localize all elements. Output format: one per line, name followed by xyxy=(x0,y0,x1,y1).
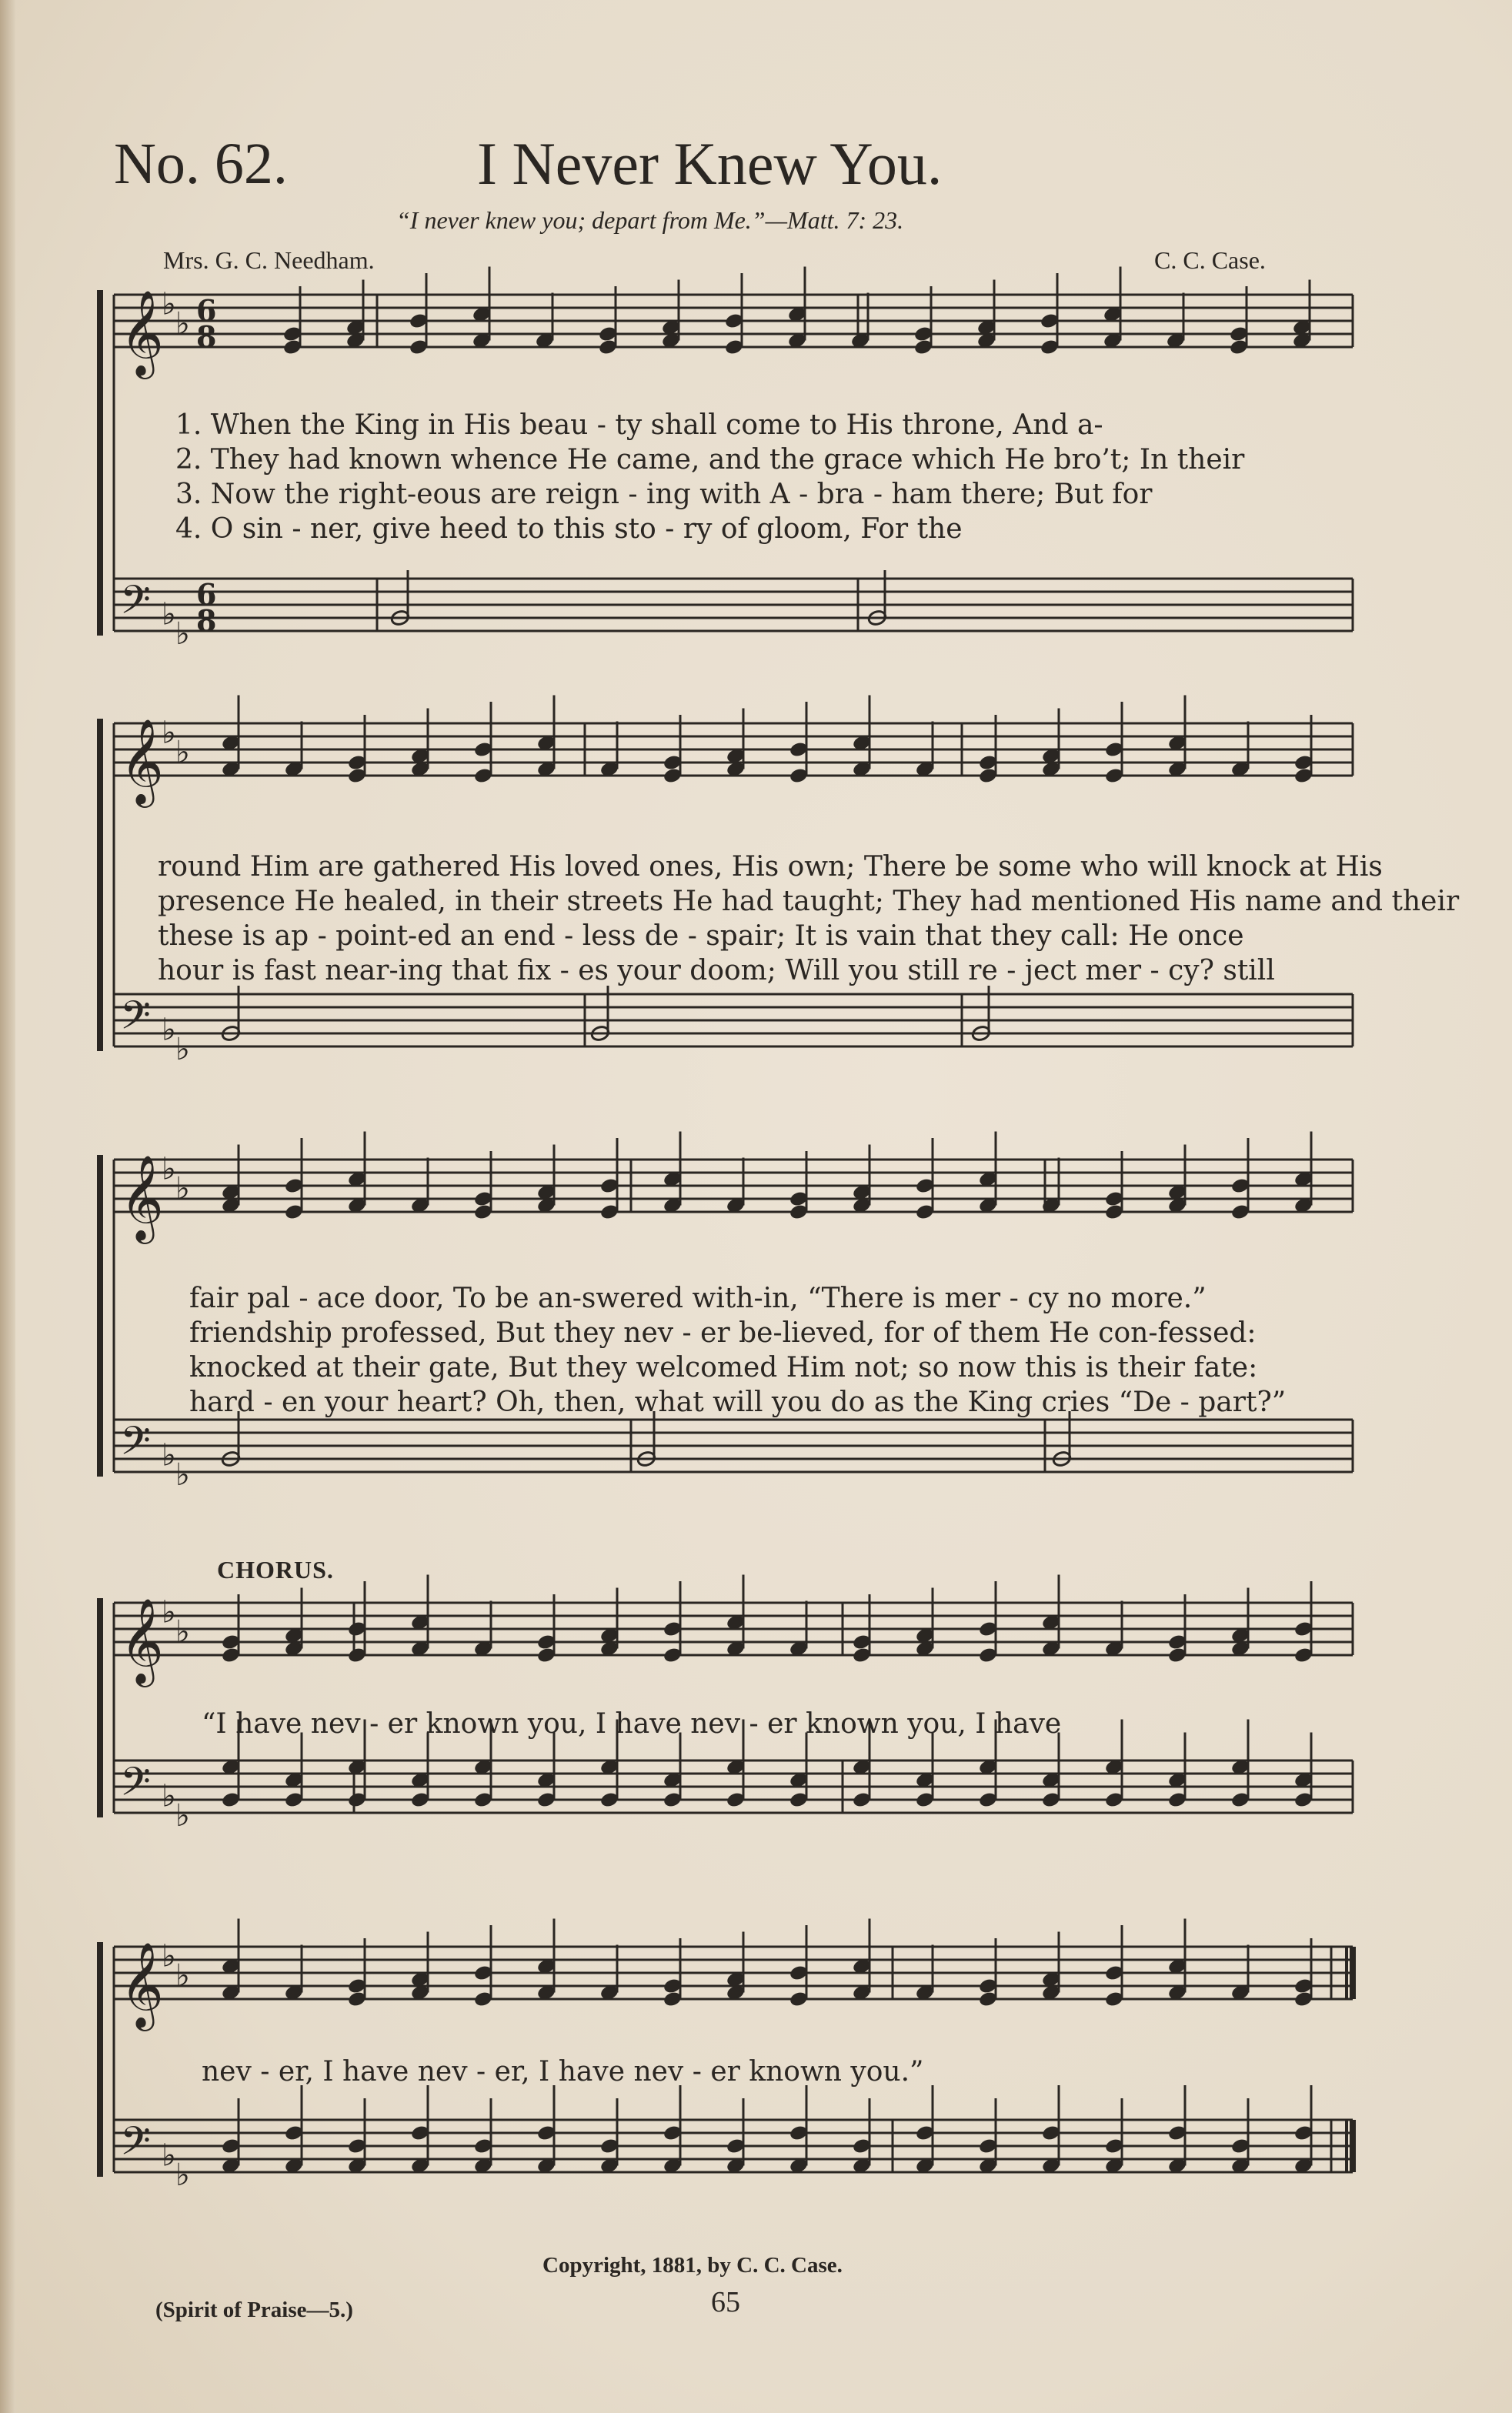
page-number: 65 xyxy=(711,2286,740,2318)
bass-clef: 𝄢 xyxy=(120,2118,151,2174)
time-signature-digit: 6 xyxy=(196,293,217,328)
flat-sign: ♭ xyxy=(162,715,176,751)
verse-line: 4. O sin - ner, give heed to this sto - ry of gloom, For the xyxy=(175,513,963,545)
composer-credit: C. C. Case. xyxy=(1154,246,1266,274)
flat-sign: ♭ xyxy=(175,616,190,652)
bass-clef: 𝄢 xyxy=(120,576,151,632)
flat-sign: ♭ xyxy=(175,1457,190,1493)
treble-clef: 𝄞 xyxy=(120,718,164,804)
note-heads xyxy=(221,267,1313,2174)
verse-line: friendship professed, But they nev - er be-lieved, for of them He con-fessed: xyxy=(189,1317,1257,1349)
flat-sign: ♭ xyxy=(162,1151,176,1187)
bass-clef: 𝄢 xyxy=(120,992,151,1048)
verse-line: 2. They had known whence He came, and the grace which He bro’t; In their xyxy=(175,444,1245,476)
flat-sign: ♭ xyxy=(175,1032,190,1067)
flat-sign: ♭ xyxy=(162,1594,176,1630)
flat-sign: ♭ xyxy=(162,596,176,632)
flat-sign: ♭ xyxy=(175,1171,190,1206)
verse-line: 1. When the King in His beau - ty shall come to His throne, And a- xyxy=(175,409,1103,441)
hymn-number: No. 62. xyxy=(114,132,288,196)
copyright-notice: Copyright, 1881, by C. C. Case. xyxy=(542,2253,843,2278)
verse-line: round Him are gathered His loved ones, His own; There be some who will knock at His xyxy=(158,851,1383,883)
flat-sign: ♭ xyxy=(175,2158,190,2193)
staff-lines xyxy=(100,290,1353,2177)
verse-line: presence He healed, in their streets He had taught; They had mentioned His name and their xyxy=(158,886,1460,917)
bass-clef: 𝄢 xyxy=(120,1758,151,1814)
chorus-label: CHORUS. xyxy=(217,1556,334,1584)
bass-clef: 𝄢 xyxy=(120,1417,151,1473)
scripture-epigraph: “I never knew you; depart from Me.”—Matt. 7: 23. xyxy=(396,206,904,234)
verse-line: knocked at their gate, But they welcomed Him not; so now this is their fate: xyxy=(189,1352,1258,1383)
verse-line: hard - en your heart? Oh, then, what will you do as the King cries “De - part?” xyxy=(189,1387,1287,1418)
flat-sign: ♭ xyxy=(175,1958,190,1994)
verse-line: 3. Now the right-eous are reign - ing with A - bra - ham there; But for xyxy=(175,479,1153,510)
verse-line: hour is fast near-ing that fix - es your doom; Will you still re - ject mer - cy? still xyxy=(158,955,1275,986)
verse-line: these is ap - point-ed an end - less de - spair; It is vain that they call: He once xyxy=(158,920,1244,952)
time-signature-digit: 8 xyxy=(196,603,217,638)
treble-clef: 𝄞 xyxy=(120,1941,164,2028)
flat-sign: ♭ xyxy=(175,1614,190,1650)
chorus-line: “I have nev - er known you, I have nev - er known you, I have xyxy=(202,1708,1062,1740)
flat-sign: ♭ xyxy=(162,1938,176,1974)
hymn-title: I Never Knew You. xyxy=(477,130,943,197)
flat-sign: ♭ xyxy=(162,2138,176,2174)
flat-sign: ♭ xyxy=(162,1012,176,1048)
lyricist-credit: Mrs. G. C. Needham. xyxy=(163,246,375,274)
verse-line: fair pal - ace door, To be an-swered with-in, “There is mer - cy no more.” xyxy=(189,1283,1207,1314)
flat-sign: ♭ xyxy=(162,286,176,322)
treble-clef: 𝄞 xyxy=(120,1597,164,1684)
treble-clef: 𝄞 xyxy=(120,1154,164,1240)
flat-sign: ♭ xyxy=(175,1798,190,1834)
flat-sign: ♭ xyxy=(175,735,190,770)
flat-sign: ♭ xyxy=(162,1778,176,1814)
source-note: (Spirit of Praise—5.) xyxy=(155,2298,353,2322)
flat-sign: ♭ xyxy=(175,306,190,342)
time-signature-digit: 6 xyxy=(196,577,217,612)
clefs xyxy=(120,287,216,2194)
flat-sign: ♭ xyxy=(162,1437,176,1473)
chorus-line: nev - er, I have nev - er, I have nev - er known you.” xyxy=(202,2056,924,2088)
treble-clef: 𝄞 xyxy=(120,289,164,375)
time-signature-digit: 8 xyxy=(196,319,217,354)
